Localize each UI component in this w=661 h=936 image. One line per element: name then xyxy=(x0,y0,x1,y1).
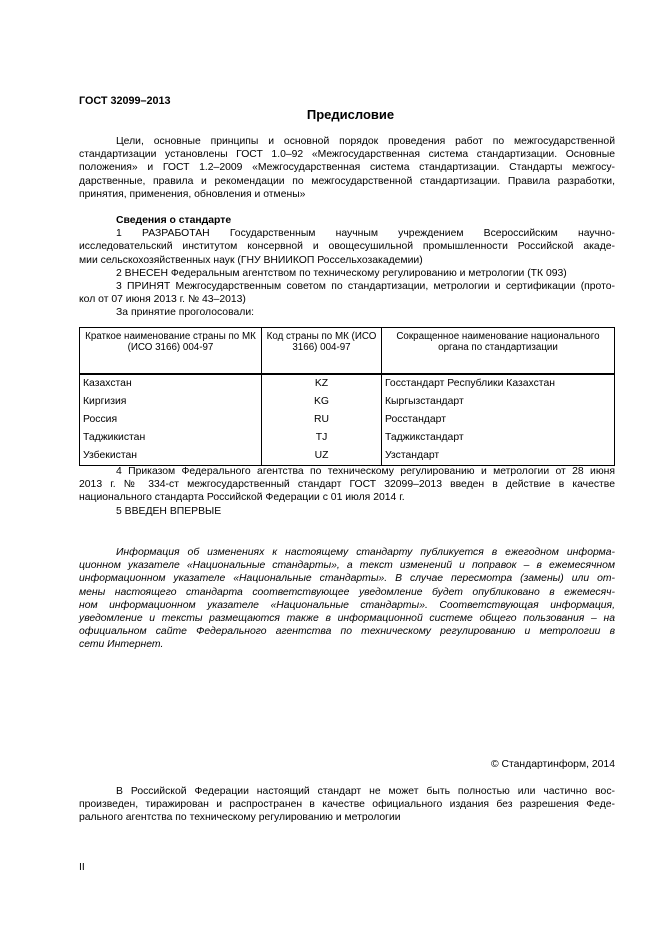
table-row xyxy=(80,447,615,466)
country-code: KG xyxy=(262,393,382,411)
changes-notice xyxy=(79,546,615,652)
text-line: ционном указателе «Национальные стандарты», а текст изменений и поправок – в ежемесячном xyxy=(79,560,615,572)
text-line: мии сельскохозяйственных наук (ГНУ ВНИИКОП Россельхозакадемии) xyxy=(79,254,423,266)
document-code: ГОСТ 32099–2013 xyxy=(79,95,171,107)
text-line: 2 ВНЕСЕН Федеральным агентством по техническому регулированию и метрологии (ТК 093) xyxy=(116,267,567,279)
intro-paragraph xyxy=(79,135,615,201)
text-line: Информация об изменениях к настоящему стандарту публикуется в ежегодном информа- xyxy=(116,547,615,558)
text-line: 3 ПРИНЯТ Межгосударственным советом по стандартизации, метрологии и сертификации (прото- xyxy=(116,281,615,293)
table-row xyxy=(80,429,615,447)
text-line: В Российской Федерации настоящий стандарт не может быть полностью или частично вос- xyxy=(116,786,615,797)
column-header: Краткое наименование страны по МК (ИСО 3166) 004-97 xyxy=(80,328,262,375)
standards-body: Узстандарт xyxy=(382,447,615,466)
column-header: Код страны по МК (ИСО 3166) 004-97 xyxy=(262,328,382,375)
country-name: Казахстан xyxy=(80,374,262,393)
section-heading: Сведения о стандарте xyxy=(116,215,232,226)
legal-notice xyxy=(79,785,615,825)
standard-info xyxy=(79,214,615,320)
text-line: стандартизации установлены ГОСТ 1.0–92 «Межгосударственная система стандартизации. Основные xyxy=(79,149,615,161)
table-row xyxy=(80,393,615,411)
text-line: кол от 07 июня 2013 г. № 43–2013) xyxy=(79,294,246,306)
text-line: положения» и ГОСТ 1.2–2009 «Межгосударственная система стандартизации. Стандарты межгосу- xyxy=(79,162,615,174)
country-code: KZ xyxy=(262,374,382,393)
text-line: информационном указателе «Национальные стандарты». В случае пересмотра (замены) или от- xyxy=(79,573,615,585)
page-number: II xyxy=(79,862,85,873)
text-line: сети Интернет. xyxy=(79,639,164,651)
column-header: Сокращенное наименование национального органа по стандартизации xyxy=(382,328,615,375)
country-name: Узбекистан xyxy=(80,447,262,466)
text-line: произведен, тиражирован и распространен в качестве официального издания без разрешения Феде- xyxy=(79,799,615,811)
country-code: UZ xyxy=(262,447,382,466)
text-line: национального стандарта Российской Федерации с 01 июля 2014 г. xyxy=(79,492,405,504)
text-line: мены настоящего стандарта соответствующее уведомление будет опубликовано в ежемесяч- xyxy=(79,586,615,598)
copyright-notice: © Стандартинформ, 2014 xyxy=(490,759,615,770)
text-line: дарственные, правила и рекомендации по межгосударственной стандартизации. Правила разработки, xyxy=(79,175,615,187)
adoption-info xyxy=(79,465,615,518)
country-name: Россия xyxy=(80,411,262,429)
text-line: ном информационном указателе «Национальные стандарты». Соответствующая информация, xyxy=(79,599,615,611)
country-code: TJ xyxy=(262,429,382,447)
text-line: 2013 г. № 334-ст межгосударственный стандарт ГОСТ 32099–2013 введен в действие в качестве xyxy=(79,479,615,491)
text-line: 4 Приказом Федерального агентства по техническому регулированию и метрологии от 28 июня xyxy=(116,466,615,477)
text-line: уведомление и тексты размещаются также в информационной системе общего пользования – на xyxy=(79,613,615,625)
text-line: 5 ВВЕДЕН ВПЕРВЫЕ xyxy=(116,505,222,517)
text-line: рального агентства по техническому регулированию и метрологии xyxy=(79,812,401,824)
text-line: Цели, основные принципы и основной порядок проведения работ по межгосударственной xyxy=(116,136,615,147)
standards-body: Росстандарт xyxy=(382,411,615,429)
standards-body: Кыргызстандарт xyxy=(382,393,615,411)
countries-table xyxy=(79,327,615,466)
table-header-row xyxy=(80,328,615,375)
text-line: 1 РАЗРАБОТАН Государственным научным учреждением Всероссийским научно- xyxy=(116,228,615,240)
country-name: Таджикистан xyxy=(80,429,262,447)
text-line: За принятие проголосовали: xyxy=(116,307,255,319)
standards-body: Госстандарт Республики Казахстан xyxy=(382,374,615,393)
standards-body: Таджикстандарт xyxy=(382,429,615,447)
table-row xyxy=(80,374,615,393)
table-row xyxy=(80,411,615,429)
text-line: официальном сайте Федерального агентства по техническому регулированию и метрологии в xyxy=(79,626,615,638)
text-line: исследовательский институтом консервной и овощесушильной промышленности Российской акаде- xyxy=(79,241,615,253)
text-line: принятия, применения, обновления и отмены» xyxy=(79,188,306,200)
page-title: Предисловие xyxy=(306,107,395,122)
country-code: RU xyxy=(262,411,382,429)
country-name: Киргизия xyxy=(80,393,262,411)
